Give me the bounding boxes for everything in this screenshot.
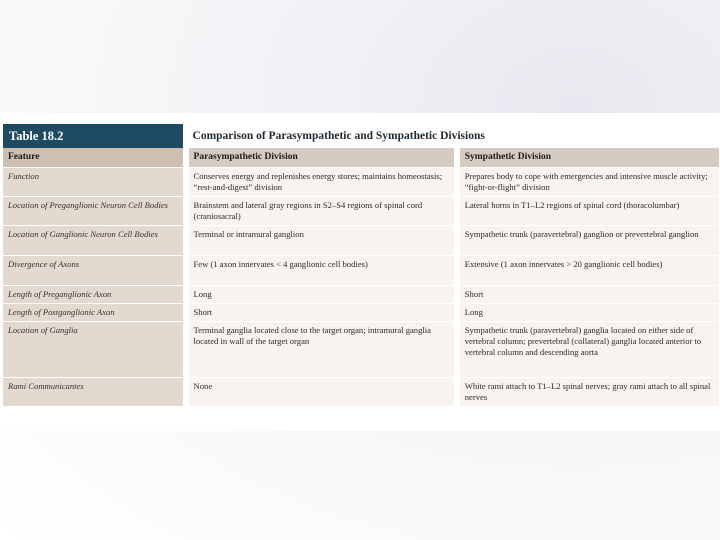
feature-cell: Rami Communicantes: [3, 377, 183, 406]
feature-cell: Length of Postganglionic Axon: [3, 303, 183, 321]
comparison-table: [3, 124, 719, 406]
table-title-row: [3, 124, 719, 148]
feature-cell: Function: [3, 167, 183, 196]
table-title: Comparison of Parasympathetic and Sympathetic Divisions: [189, 124, 719, 148]
feature-cell: Location of Ganglionic Neuron Cell Bodies: [3, 225, 183, 255]
parasympathetic-cell: Conserves energy and replenishes energy stores; maintains homeostasis; “rest-and-digest” division: [189, 167, 454, 196]
table-row: [3, 303, 719, 321]
parasympathetic-cell: Terminal ganglia located close to the target organ; intramural ganglia located in wall of the target organ: [189, 321, 454, 377]
column-header-row: [3, 148, 719, 167]
table-row: [3, 255, 719, 285]
sympathetic-cell: Long: [460, 303, 719, 321]
table-row: [3, 377, 719, 406]
feature-cell: Location of Ganglia: [3, 321, 183, 377]
table-row: [3, 321, 719, 377]
feature-cell: Divergence of Axons: [3, 255, 183, 285]
parasympathetic-cell: Brainstem and lateral gray regions in S2–S4 regions of spinal cord (craniosacral): [189, 196, 454, 225]
column-header-parasympathetic: Parasympathetic Division: [189, 148, 454, 167]
sympathetic-cell: Lateral horns in T1–L2 regions of spinal cord (thoracolumbar): [460, 196, 719, 225]
parasympathetic-cell: Long: [189, 285, 454, 303]
sympathetic-cell: Sympathetic trunk (paravertebral) ganglion or prevertebral ganglion: [460, 225, 719, 255]
table-row: [3, 285, 719, 303]
feature-cell: Location of Preganglionic Neuron Cell Bodies: [3, 196, 183, 225]
sympathetic-cell: Short: [460, 285, 719, 303]
sympathetic-cell: Extensive (1 axon innervates > 20 ganglionic cell bodies): [460, 255, 719, 285]
parasympathetic-cell: Short: [189, 303, 454, 321]
table-number: Table 18.2: [3, 124, 183, 148]
parasympathetic-cell: Terminal or intramural ganglion: [189, 225, 454, 255]
column-header-sympathetic: Sympathetic Division: [460, 148, 719, 167]
parasympathetic-cell: None: [189, 377, 454, 406]
sympathetic-cell: Prepares body to cope with emergencies and intensive muscle activity; “fight-or-flight” division: [460, 167, 719, 196]
table-row: [3, 225, 719, 255]
sympathetic-cell: White rami attach to T1–L2 spinal nerves; gray rami attach to all spinal nerves: [460, 377, 719, 406]
feature-cell: Length of Preganglionic Axon: [3, 285, 183, 303]
sympathetic-cell: Sympathetic trunk (paravertebral) ganglia located on either side of vertebral column; prevertebral (collateral) ganglia located anterior to vertebral column and descending aorta: [460, 321, 719, 377]
table-row: [3, 196, 719, 225]
column-header-feature: Feature: [3, 148, 183, 167]
table-row: [3, 167, 719, 196]
parasympathetic-cell: Few (1 axon innervates < 4 ganglionic cell bodies): [189, 255, 454, 285]
